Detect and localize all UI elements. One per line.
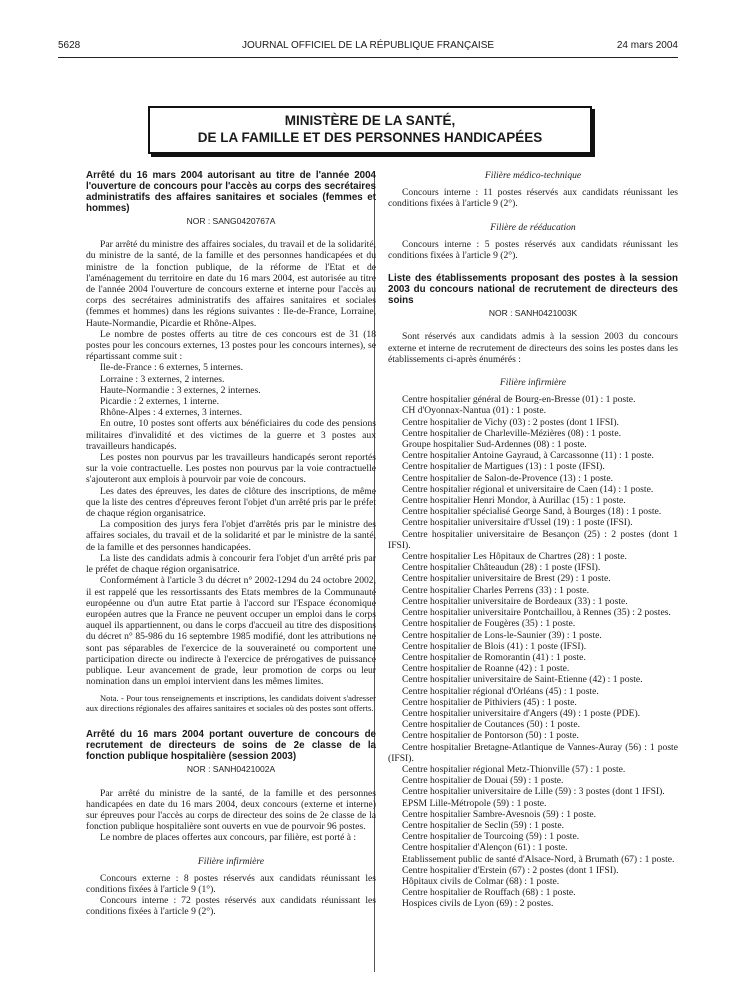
article1-paragraph: Les dates des épreuves, les dates de clôture des inscriptions, de même que la liste des centres d'épreuves feront l'objet d'un arrêté pris par le préfet de chaque région organisatrice.	[86, 485, 376, 520]
establishment-item: Centre hospitalier de Pithiviers (45) : 1 poste.	[402, 696, 577, 708]
establishment-item: Centre hospitalier universitaire d'Angers (49) : 1 poste (PDE).	[402, 707, 641, 719]
establishment-item: Centre hospitalier régional d'Orléans (45) : 1 poste.	[402, 685, 599, 697]
establishment-item: Centre hospitalier régional Metz-Thionville (57) : 1 poste.	[402, 763, 626, 775]
establishment-item: Centre hospitalier Antoine Gayraud, à Carcassonne (11) : 1 poste.	[402, 450, 654, 462]
establishment-item: Centre hospitalier Charles Perrens (33) : 1 poste.	[402, 584, 590, 596]
page-number: 5628	[58, 40, 81, 51]
establishment-item: Centre hospitalier Bretagne-Atlantique de Vannes-Auray (56) : 1 poste (IFSI).	[388, 741, 678, 764]
establishment-item: Groupe hospitalier Sud-Ardennes (08) : 1 poste.	[402, 439, 587, 451]
filiere-heading: Filière de rééducation	[490, 221, 576, 233]
concours-line: Concours interne : 5 postes réservés aux candidats réunissant les conditions fixées à l'article 9 (2°).	[388, 238, 678, 262]
establishment-item: Centre hospitalier universitaire de Lille (59) : 3 postes (dont 1 IFSI).	[402, 786, 665, 798]
establishment-item: Centre hospitalier Les Hôpitaux de Chartres (28) : 1 poste.	[402, 551, 627, 563]
establishment-item: Centre hospitalier de Tourcoing (59) : 1 poste.	[402, 831, 580, 843]
establishment-item: Centre hospitalier de Romorantin (41) : 1 poste.	[402, 651, 586, 663]
issue-date: 24 mars 2004	[616, 40, 678, 51]
establishment-item: Centre hospitalier de Blois (41) : 1 poste (IFSI).	[402, 640, 587, 652]
article1-paragraph: Le nombre de postes offerts au titre de ces concours est de 31 (18 postes pour les concours externes, 13 postes pour les concours internes), se répartissant comme suit :	[86, 328, 376, 363]
establishment-item: Centre hospitalier de Coutances (50) : 1 poste.	[402, 719, 580, 731]
establishment-list	[388, 394, 678, 909]
establishment-item: Centre hospitalier universitaire de Bordeaux (33) : 1 poste.	[402, 595, 628, 607]
ministry-line2: DE LA FAMILLE ET DES PERSONNES HANDICAPÉES	[197, 130, 543, 145]
establishment-item: Centre hospitalier de Salon-de-Provence (13) : 1 poste.	[402, 472, 614, 484]
filiere-heading: Filière infirmière	[197, 855, 265, 867]
left-column	[86, 170, 376, 918]
establishment-item: Centre hospitalier Henri Mondor, à Aurillac (15) : 1 poste.	[402, 495, 626, 507]
concours-line: Concours interne : 11 postes réservés aux candidats réunissant les conditions fixées à l'article 9 (2°).	[388, 187, 678, 210]
establishment-item: Centre hospitalier universitaire de Brest (29) : 1 poste.	[402, 573, 611, 585]
article2-nor: NOR : SANH0421002A	[186, 764, 276, 775]
article2-paragraph: Par arrêté du ministre de la santé, de la famille et des personnes handicapées en date du 16 mars 2004, deux concours (externe et interne) sur épreuves pour l'accès au corps de directeur des soins de 2e classe de la fonction publique hospitalière sont ouverts en vue de pourvoir 96 postes.	[86, 787, 376, 833]
article2-title: Arrêté du 16 mars 2004 portant ouverture de concours de recrutement de directeurs de soins de 2e classe de la fonction publique hospitalière (session 2003)	[86, 729, 376, 763]
article1-title: Arrêté du 16 mars 2004 autorisant au titre de l'année 2004 l'ouverture de concours pour l'accès au corps des secrétaires administratifs des affaires sanitaires et sociales (femmes et hommes)	[86, 170, 376, 214]
article3-paragraph: Sont réservés aux candidats admis à la session 2003 du concours externe et interne de recrutement de directeurs des soins les postes dans les établissements ci-après énumérés :	[388, 331, 678, 365]
article1-note: Nota. - Pour tous renseignements et inscriptions, les candidats doivent s'adresser aux directions régionales des affaires sanitaires et sociales où des postes sont offerts.	[86, 693, 376, 714]
establishment-item: Centre hospitalier universitaire Pontchaillou, à Rennes (35) : 2 postes.	[402, 607, 671, 619]
establishment-item: Centre hospitalier de Lons-le-Saunier (39) : 1 poste.	[402, 629, 602, 641]
establishment-item: Centre hospitalier de Pontorson (50) : 1 poste.	[402, 730, 579, 742]
region-item: Haute-Normandie : 3 externes, 2 internes.	[100, 384, 261, 396]
ministry-line1: MINISTÈRE DE LA SANTÉ,	[284, 113, 456, 128]
article1-nor: NOR : SANG0420767A	[186, 216, 276, 226]
article3-title: Liste des établissements proposant des postes à la session 2003 du concours national de recrutement de directeurs des soins	[388, 273, 678, 307]
establishment-item: Centre hospitalier Châteaudun (28) : 1 poste (IFSI).	[402, 562, 601, 574]
filiere-heading: Filière infirmière	[499, 377, 567, 389]
establishment-item: Centre hospitalier de Douai (59) : 1 poste.	[402, 775, 564, 787]
filiere-heading: Filière médico-technique	[484, 170, 582, 181]
article1-paragraph: La composition des jurys fera l'objet d'arrêtés pris par le ministre des affaires sociales, du travail et de la solidarité et par le ministre de la santé, de la famille et des personnes handicapées.	[86, 519, 376, 553]
concours-line: Concours externe : 8 postes réservés aux candidats réunissant les conditions fixées à l'article 9 (1°).	[86, 872, 376, 895]
establishment-item: Etablissement public de santé d'Alsace-Nord, à Brumath (67) : 1 poste.	[402, 853, 675, 865]
establishment-item: Centre hospitalier de Charleville-Mézières (08) : 1 poste.	[402, 427, 621, 439]
establishment-item: Centre hospitalier d'Alençon (61) : 1 poste.	[402, 842, 568, 854]
establishment-item: Centre hospitalier Sambre-Avesnois (59) : 1 poste.	[402, 808, 597, 820]
establishment-item: Centre hospitalier de Fougères (35) : 1 poste.	[402, 618, 576, 630]
page-header	[58, 40, 678, 56]
establishment-item: Centre hospitalier universitaire d'Ussel (19) : 1 poste (IFSI).	[402, 517, 633, 529]
region-item: Rhône-Alpes : 4 externes, 3 internes.	[100, 407, 243, 419]
article3-nor: NOR : SANH0421003K	[488, 308, 578, 319]
establishment-item: Centre hospitalier général de Bourg-en-Bresse (01) : 1 poste.	[402, 394, 636, 406]
establishment-item: Centre hospitalier universitaire de Besançon (25) : 2 postes (dont 1 IFSI).	[388, 528, 678, 551]
region-item: Lorraine : 3 externes, 2 internes.	[100, 373, 225, 385]
establishment-item: Centre hospitalier de Vichy (03) : 2 postes (dont 1 IFSI).	[402, 416, 619, 428]
article2-paragraph: Le nombre de places offertes aux concours, par filière, est porté à :	[100, 832, 357, 844]
concours-line: Concours interne : 72 postes réservés aux candidats réunissant les conditions fixées à l'article 9 (2°).	[86, 895, 376, 918]
article1-paragraph: Par arrêté du ministre des affaires sociales, du travail et de la solidarité, du ministre de la santé, de la famille et des personnes handicapées et du ministre de la fonction publique, de la réforme de l'Etat et de l'aménagement du territoire en date du 16 mars 2004, est autorisée au titre de l'année 2004 l'ouverture de concours externe et interne pour l'accès au corps des secrétaires administratifs des affaires sanitaires et sociales (femmes et hommes) dans les régions suivantes : Ile-de-France, Lorraine, Haute-Normandie, Picardie et Rhône-Alpes.	[86, 239, 376, 329]
establishment-item: CH d'Oyonnax-Nantua (01) : 1 poste.	[402, 405, 547, 417]
article1-paragraph: Les postes non pourvus par les travailleurs handicapés seront reportés sur la voie contractuelle. Les postes non pourvus par la voie contractuelle s'ajouteront aux emplois à pourvoir par voie de concours.	[86, 452, 376, 486]
establishment-item: Centre hospitalier de Rouffach (68) : 1 poste.	[402, 887, 576, 899]
establishment-item: Centre hospitalier de Roanne (42) : 1 poste.	[402, 663, 570, 675]
header-rule	[58, 57, 678, 58]
establishment-item: Centre hospitalier d'Erstein (67) : 2 postes (dont 1 IFSI).	[402, 864, 619, 876]
article1-paragraph: La liste des candidats admis à concourir fera l'objet d'un arrêté pris par le préfet de chaque région organisatrice.	[86, 552, 376, 576]
right-column	[388, 170, 678, 910]
establishment-item: Hôpitaux civils de Colmar (68) : 1 poste.	[402, 875, 560, 887]
establishment-item: Centre hospitalier régional et universitaire de Caen (14) : 1 poste.	[402, 483, 654, 495]
article1-paragraph: Conformément à l'article 3 du décret n° 2002-1294 du 24 octobre 2002, il est rappelé que les ressortissants des Etats membres de la Communauté européenne ou d'un autre Etat partie à l'accord sur l'Espace économique européen autres que la France ne peuvent occuper un emploi dans le corps auquel ils appartiennent, ou dans le corps d'accueil au titre des dispositions du décret n° 85-986 du 16 septembre 1985 modifié, dont les attributions ne sont pas séparables de l'exercice de la souveraineté ou comportent une participation directe ou indirecte à l'exercice de prérogatives de puissance publique. Leur avancement de grade, leur promotion de corps ou leur nomination dans un emploi intervient dans les mêmes limites.	[86, 575, 376, 688]
region-item: Picardie : 2 externes, 1 interne.	[100, 396, 220, 408]
establishment-item: Hospices civils de Lyon (69) : 2 postes.	[402, 898, 554, 910]
journal-title: JOURNAL OFFICIEL DE LA RÉPUBLIQUE FRANÇAISE	[241, 40, 495, 51]
region-item: Ile-de-France : 6 externes, 5 internes.	[100, 362, 244, 374]
establishment-item: Centre hospitalier universitaire de Saint-Etienne (42) : 1 poste.	[402, 674, 643, 686]
establishment-item: Centre hospitalier spécialisé George Sand, à Bourges (18) : 1 poste.	[402, 506, 662, 518]
establishment-item: Centre hospitalier de Seclin (59) : 1 poste.	[402, 819, 564, 831]
establishment-item: EPSM Lille-Métropole (59) : 1 poste.	[402, 797, 547, 809]
ministry-box	[148, 106, 592, 154]
establishment-item: Centre hospitalier de Martigues (13) : 1 poste (IFSI).	[402, 461, 605, 473]
article1-paragraph: En outre, 10 postes sont offerts aux bénéficiaires du code des pensions militaires d'invalidité et des victimes de la guerre et 3 postes aux travailleurs handicapés.	[86, 418, 376, 452]
